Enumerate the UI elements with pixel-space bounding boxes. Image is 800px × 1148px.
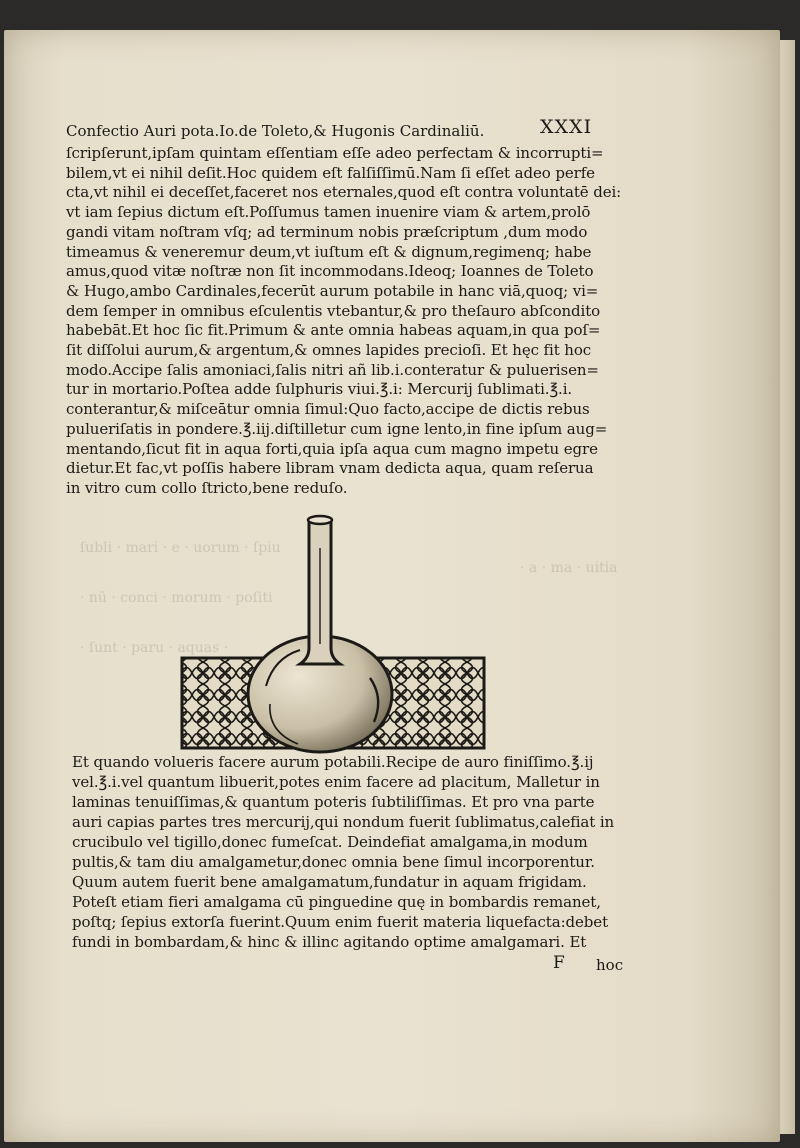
text-line: Quum autem fuerit bene amalgamatum,fundatur in aquam frigidam. — [72, 873, 587, 891]
text-line: ſit diſſolui aurum,& argentum,& omnes lapides precioſi. Et hęc fit hoc — [66, 341, 592, 359]
text-line: conterantur,& miſceātur omnia ſimul:Quo facto,accipe de dictis rebus — [66, 400, 590, 419]
catchword: hoc — [596, 956, 624, 974]
text-line: timeamus & veneremur deum,vt iuſtum eſt & dignum,regimenq; habe — [66, 242, 592, 261]
text-line: vel.℥.i.vel quantum libuerit,potes enim facere ad placitum, Malletur in — [72, 773, 600, 791]
text-line: bilem,vt ei nihil deſit.Hoc quidem eſt falſiſſimū.Nam ſi eſſet adeo perfe — [66, 163, 595, 182]
text-line: pultis,& tam diu amalgametur,donec omnia bene ſimul incorporentur. — [72, 853, 595, 871]
signature-mark: F — [553, 953, 565, 973]
text-line: poſtq; ſepius extorſa fuerint.Quum enim fuerit materia liquefacta:debet — [72, 913, 609, 931]
text-line: laminas tenuiſſimas,& quantum poteris ſubtiliſſimas. Et pro vna parte — [72, 793, 595, 811]
text-line: modo.Accipe ſalis amoniaci,ſalis nitri añ lib.i.conteratur & puluerisen= — [66, 360, 599, 379]
text-line: fundi in bombardam,& hinc & illinc agitando optime amalgamari. Et — [72, 933, 587, 951]
text-line: Et quando volueris facere aurum potabili.Recipe de auro finiſſimo.℥.ij — [72, 753, 594, 771]
text-line: ſcripſerunt,ipſam quintam eſſentiam eſſe adeo perfectam & incorrupti= — [66, 144, 604, 162]
text-line: habebāt.Et hoc ſic fit.Primum & ante omnia habeas aquam,in qua poſ= — [66, 321, 601, 340]
show-through-text: ſubli · mari · e · uorum · ſpiu — [80, 540, 281, 556]
text-line: Poteſt etiam fieri amalgama cū pinguedine quę in bombardis remanet, — [72, 893, 601, 911]
text-line: tur in mortario.Poſtea adde ſulphuris viui.℥.i: Mercurij ſublimati.℥.i. — [66, 380, 573, 399]
text-line: crucibulo vel tigillo,donec fumeſcat. Deindefiat amalgama,in modum — [72, 833, 588, 851]
flask — [248, 516, 392, 752]
text-line: cta,vt nihil ei deceſſet,faceret nos eternales,quod eſt contra voluntatē dei: — [66, 183, 622, 202]
flask-woodcut-illustration — [170, 508, 500, 758]
text-line: auri capias partes tres mercurij,qui nondum fuerit ſublimatus,calefiat in — [72, 813, 615, 831]
text-line: dietur.Et fac,vt poſſis habere libram vnam dedicta aqua, quam reſerua — [66, 459, 594, 478]
text-line: in vitro cum collo ſtricto,bene reduſo. — [66, 478, 348, 497]
text-line: & Hugo,ambo Cardinales,fecerūt aurum potabile in hanc viā,quoq; vi= — [66, 281, 599, 300]
text-line: pulueriſatis in pondere.℥.iij.diſtilletur cum igne lento,in fine ipſum aug= — [66, 419, 608, 438]
running-title: Confectio Auri pota.Io.de Toleto,& Hugonis Cardinaliū. — [66, 122, 485, 140]
text-line: gandi vitam noſtram vſq; ad terminum nobis præſcriptum ,dum modo — [66, 222, 588, 241]
text-line: dem ſemper in omnibus eſculentis vtebantur,& pro theſauro abſcondito — [66, 301, 601, 320]
show-through-text: · nū · conci · morum · poſiti — [80, 590, 273, 606]
text-line: vt iam ſepius dictum eſt.Poſſumus tamen inuenire viam & artem,prolō — [66, 203, 591, 222]
show-through-text: · ſunt · paru · aquas · — [80, 640, 229, 656]
text-line: amus,quod vitæ noſtræ non ſit incommodans.Ideoq; Ioannes de Toleto — [66, 262, 594, 281]
folio-number: XXXI — [540, 116, 593, 138]
show-through-text: · a · ma · uitia — [520, 560, 618, 576]
text-line: mentando,ſicut fit in aqua forti,quia ipſa aqua cum magno impetu egre — [66, 439, 598, 458]
